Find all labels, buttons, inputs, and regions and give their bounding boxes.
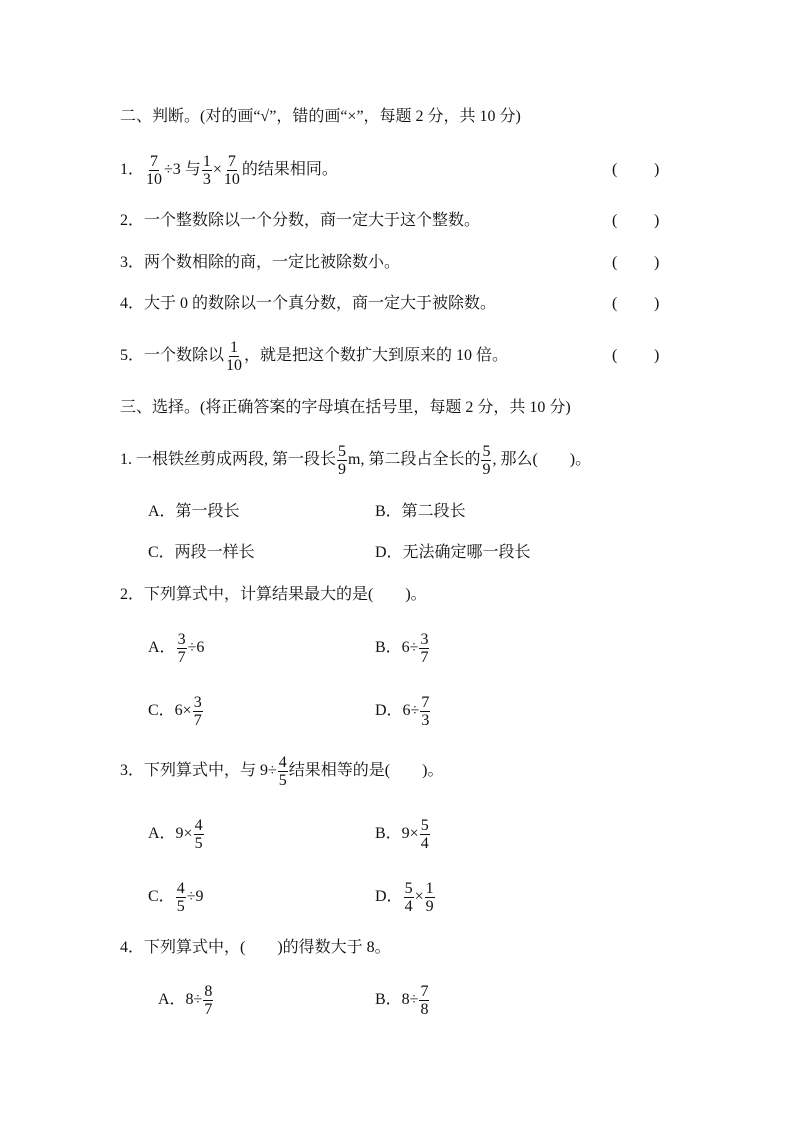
numerator: 7 — [420, 982, 429, 1000]
choice-question — [120, 751, 443, 791]
choice-option — [375, 492, 466, 532]
choice-option — [148, 533, 255, 573]
denominator: 10 — [223, 170, 240, 188]
numerator: 3 — [193, 693, 202, 711]
answer-paren-close: ) — [654, 347, 660, 364]
text-segment: 3．下列算式中，与 9÷ — [120, 762, 277, 779]
section-title — [120, 388, 571, 428]
text-segment: 4．下列算式中，( )的得数大于 8。 — [120, 939, 391, 956]
numerator: 3 — [420, 630, 429, 648]
text-segment: 三、选择。(将正确答案的字母填在括号里，每题 2 分，共 10 分) — [120, 399, 571, 416]
denominator: 4 — [404, 897, 413, 915]
fraction — [194, 817, 204, 852]
fraction — [176, 880, 186, 915]
fraction — [145, 153, 163, 188]
choice-option — [148, 814, 205, 854]
text-segment: ÷3 与 — [164, 161, 201, 178]
numerator: 7 — [227, 152, 236, 170]
text-segment: 结果相等的是( )。 — [288, 762, 444, 779]
fraction — [419, 983, 429, 1018]
section-title — [120, 97, 521, 137]
text-segment: 1. 一根铁丝剪成两段, 第一段长 — [120, 451, 337, 468]
judgment-question — [120, 284, 496, 324]
text-segment: 1． — [120, 161, 145, 178]
judgment-question — [120, 336, 508, 376]
judgment-question — [120, 201, 480, 241]
choice-option — [158, 980, 214, 1020]
text-segment: m, 第二段占全长的 — [348, 451, 481, 468]
denominator: 9 — [425, 897, 434, 915]
fraction — [337, 443, 347, 478]
fraction — [481, 443, 491, 478]
choice-option — [375, 533, 531, 573]
fraction — [404, 880, 414, 915]
denominator: 7 — [193, 711, 202, 729]
fraction — [202, 153, 212, 188]
text-segment: ，就是把这个数扩大到原来的 10 倍。 — [244, 347, 509, 364]
choice-option — [148, 877, 203, 917]
denominator: 4 — [420, 834, 429, 852]
judgment-question — [120, 243, 400, 283]
answer-paren-close: ) — [654, 295, 660, 312]
text-segment: D．无法确定哪一段长 — [375, 544, 531, 561]
text-segment: ÷6 — [187, 639, 205, 656]
text-segment: B．第二段长 — [375, 503, 466, 520]
text-segment: × — [212, 161, 222, 178]
fraction — [193, 694, 203, 729]
choice-option — [148, 691, 204, 731]
answer-paren-close: ) — [654, 254, 660, 271]
numerator: 5 — [482, 442, 491, 460]
fraction — [223, 153, 241, 188]
choice-option — [375, 814, 431, 854]
denominator: 9 — [338, 460, 347, 478]
choice-option — [375, 877, 436, 917]
answer-paren-close: ) — [654, 161, 660, 178]
choice-option — [148, 628, 204, 668]
answer-paren-close: ) — [654, 212, 660, 229]
text-segment: 二、判断。(对的画“√”，错的画“×”，每题 2 分，共 10 分) — [120, 108, 521, 125]
denominator: 8 — [420, 1000, 429, 1018]
text-segment: 4．大于 0 的数除以一个真分数，商一定大于被除数。 — [120, 295, 497, 312]
text-segment: ÷9 — [186, 888, 204, 905]
text-segment: 2．一个整数除以一个分数，商一定大于这个整数。 — [120, 212, 481, 229]
answer-paren-open: ( — [612, 347, 618, 364]
denominator: 7 — [420, 648, 429, 666]
numerator: 5 — [420, 816, 429, 834]
numerator: 5 — [338, 442, 347, 460]
text-segment: D． — [375, 888, 403, 905]
text-segment: B．9× — [375, 825, 419, 842]
text-segment: A．9× — [148, 825, 193, 842]
denominator: 7 — [204, 1000, 213, 1018]
answer-paren-open: ( — [612, 295, 618, 312]
text-segment: , 那么( )。 — [492, 451, 592, 468]
text-segment: 的结果相同。 — [241, 161, 338, 178]
text-segment: D．6÷ — [375, 702, 420, 719]
text-segment: 2．下列算式中，计算结果最大的是( )。 — [120, 586, 427, 603]
denominator: 5 — [176, 897, 185, 915]
fraction — [225, 339, 243, 374]
text-segment: B．8÷ — [375, 991, 419, 1008]
fraction — [419, 631, 429, 666]
numerator: 5 — [404, 879, 413, 897]
answer-paren-open: ( — [612, 161, 618, 178]
denominator: 3 — [202, 170, 211, 188]
numerator: 1 — [202, 152, 211, 170]
answer-paren-open: ( — [612, 212, 618, 229]
numerator: 4 — [194, 816, 203, 834]
text-segment: × — [414, 888, 424, 905]
choice-option — [375, 980, 430, 1020]
fraction — [420, 817, 430, 852]
numerator: 1 — [230, 338, 239, 356]
fraction — [203, 983, 213, 1018]
numerator: 3 — [177, 630, 186, 648]
denominator: 10 — [226, 356, 243, 374]
choice-question — [120, 575, 427, 615]
fraction — [420, 694, 430, 729]
denominator: 10 — [146, 170, 163, 188]
numerator: 8 — [204, 982, 213, 1000]
numerator: 4 — [278, 753, 287, 771]
choice-option — [375, 628, 430, 668]
text-segment: A．8÷ — [158, 991, 203, 1008]
fraction — [425, 880, 435, 915]
denominator: 3 — [421, 711, 430, 729]
fraction — [278, 754, 288, 789]
denominator: 7 — [177, 648, 186, 666]
numerator: 1 — [425, 879, 434, 897]
text-segment: C．6× — [148, 702, 192, 719]
choice-option — [375, 691, 431, 731]
text-segment: C． — [148, 888, 175, 905]
choice-question — [120, 440, 591, 480]
numerator: 7 — [150, 152, 159, 170]
text-segment: A．第一段长 — [148, 503, 240, 520]
answer-paren-open: ( — [612, 254, 618, 271]
fraction — [177, 631, 187, 666]
text-segment: 5．一个数除以 — [120, 347, 225, 364]
text-segment: 3．两个数相除的商，一定比被除数小。 — [120, 254, 401, 271]
choice-question — [120, 928, 391, 968]
denominator: 5 — [278, 771, 287, 789]
text-segment: C．两段一样长 — [148, 544, 255, 561]
numerator: 7 — [421, 693, 430, 711]
text-segment: A． — [148, 639, 176, 656]
denominator: 9 — [482, 460, 491, 478]
text-segment: B．6÷ — [375, 639, 419, 656]
numerator: 4 — [176, 879, 185, 897]
judgment-question — [120, 150, 338, 190]
denominator: 5 — [194, 834, 203, 852]
choice-option — [148, 492, 240, 532]
